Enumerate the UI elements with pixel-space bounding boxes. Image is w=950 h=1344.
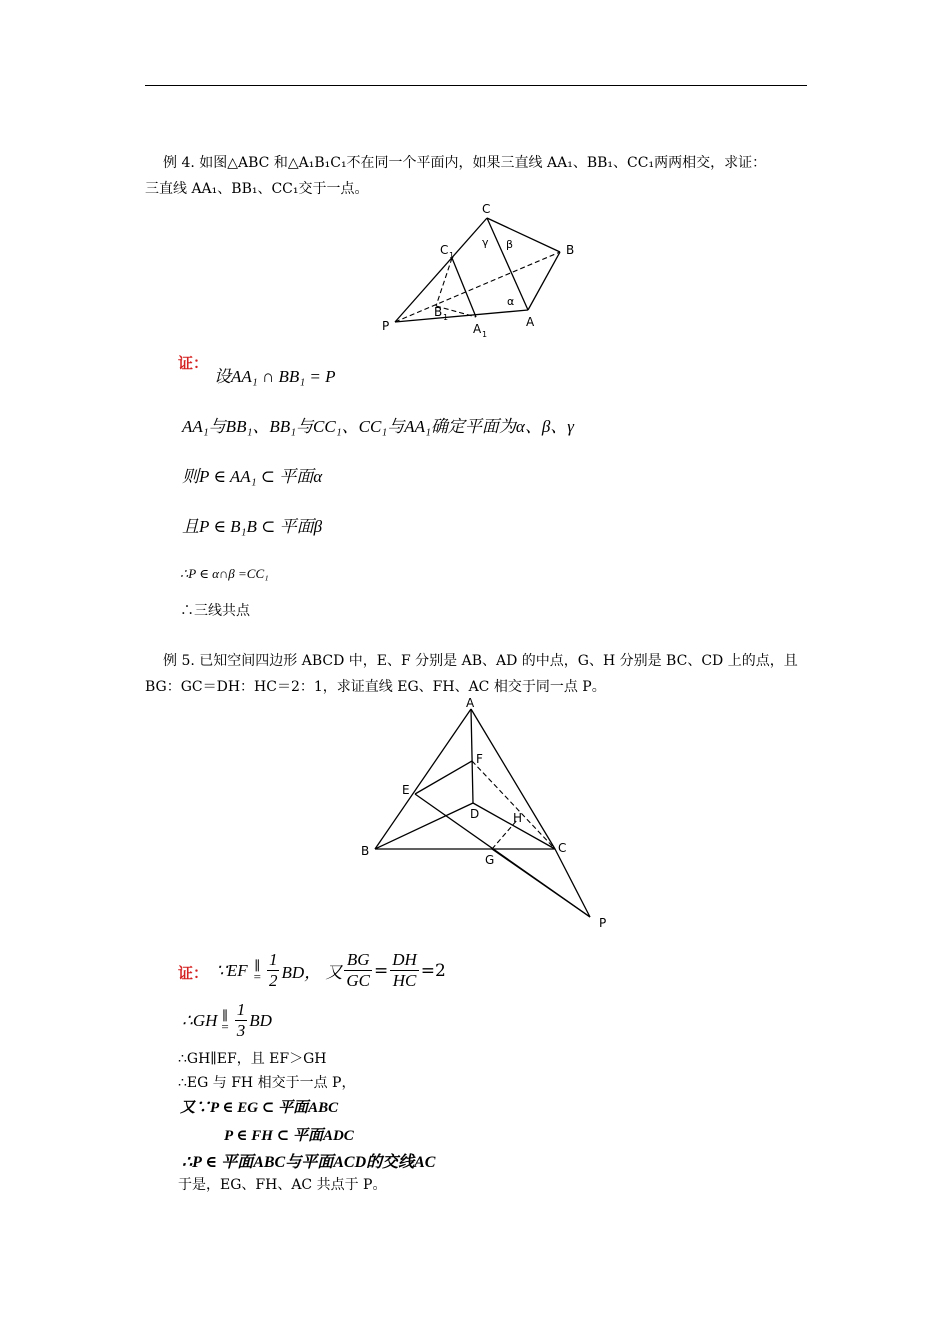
line-FH-dashed	[472, 761, 555, 849]
label-A1: A	[473, 322, 482, 336]
fraction-denominator: 3	[236, 1021, 246, 1040]
label-C: C	[482, 202, 491, 216]
line-AC	[471, 709, 555, 849]
ex4-statement-line1: 例 4. 如图△ABC 和△A₁B₁C₁不在同一个平面内，如果三直线 AA₁、BB₁、CC₁两两相交，求证：	[163, 155, 767, 171]
line-AB	[375, 709, 471, 849]
label-A1-sub: 1	[482, 330, 488, 339]
ex5-step1-fraction	[267, 950, 280, 991]
label-P: P	[382, 319, 390, 333]
label-A: A	[466, 696, 475, 710]
label-beta: β	[506, 238, 514, 251]
ex4-step-1: 设AA₁ ∩ BB₁ = P	[214, 367, 336, 386]
label-B1: B	[434, 305, 443, 319]
ex5-step2-tail: BD	[249, 1010, 272, 1030]
ex5-step-6: P ∈ FH ⊂ 平面ADC	[224, 1128, 354, 1144]
line-AD	[471, 709, 473, 803]
fraction-denominator: HC	[392, 971, 417, 990]
header-rule	[145, 85, 807, 86]
ex5-step-1	[216, 950, 446, 991]
ex4-proof-label: 证：	[178, 354, 209, 372]
label-P: P	[599, 916, 607, 930]
ex5-step-4: ∴EG 与 FH 相交于一点 P，	[178, 1075, 356, 1091]
line-BA	[528, 252, 560, 310]
ex5-statement-line2: BG：GC＝DH：HC＝2：1，求证直线 EG、FH、AC 相交于同一点 P。	[145, 679, 606, 695]
label-A: A	[526, 315, 535, 329]
ex5-step-2	[182, 1000, 272, 1041]
ex5-step-7: ∴P ∈ 平面ABC与平面ACD的交线AC	[182, 1154, 436, 1171]
label-F: F	[476, 752, 483, 766]
ex4-step-5: ∴P ∈ α∩β =CC₁	[180, 566, 269, 581]
fraction-numerator: BG	[344, 950, 372, 971]
line-CP	[555, 849, 590, 917]
label-B: B	[566, 243, 575, 257]
label-E: E	[402, 783, 410, 797]
label-H: H	[513, 811, 523, 825]
fraction-denominator: GC	[346, 971, 370, 990]
line-GP	[492, 849, 590, 917]
ex5-step1-prefix: ∵EF	[216, 960, 248, 980]
fraction-numerator: 1	[268, 950, 278, 969]
fraction-numerator: 1	[236, 1000, 246, 1019]
parallel-equal-symbol: ∥ =	[221, 1007, 229, 1034]
ex5-step-3: ∴GH∥EF，且 EF＞GH	[178, 1051, 327, 1067]
ex5-step1-tail: =2	[420, 960, 446, 981]
line-C1A1	[452, 258, 476, 317]
fraction-numerator: DH	[392, 950, 417, 969]
ex5-step1-fraction-dh-hc	[390, 950, 419, 991]
line-BD	[375, 803, 473, 849]
fraction-denominator: 2	[268, 971, 278, 990]
ex4-figure	[370, 200, 590, 350]
line-AP	[395, 310, 528, 322]
ex5-step2-prefix: ∴GH	[182, 1010, 218, 1030]
ex5-step-8: 于是，EG、FH、AC 共点于 P。	[178, 1177, 387, 1193]
ex5-step-5: 又∵P ∈ EG ⊂ 平面ABC	[180, 1100, 339, 1116]
ex5-step2-fraction	[235, 1000, 248, 1041]
parallel-equal-symbol: ∥ =	[253, 957, 261, 984]
ex4-step-3: 则P ∈ AA₁ ⊂ 平面α	[182, 467, 323, 486]
ex4-step-6: ∴三线共点	[180, 603, 250, 619]
label-B: B	[361, 844, 370, 858]
ex5-proof-label: 证：	[178, 964, 209, 982]
label-C1-sub: 1	[449, 251, 455, 260]
ex4-step-2: AA₁与BB₁、BB₁与CC₁、CC₁与AA₁确定平面为α、β、γ	[182, 417, 574, 436]
label-D: D	[470, 807, 480, 821]
label-B1-sub: 1	[443, 313, 449, 322]
label-C1: C	[440, 243, 449, 257]
equals-sign: =	[373, 960, 389, 981]
line-DC	[473, 803, 555, 849]
ex4-step-4: 且P ∈ B₁B ⊂ 平面β	[182, 517, 323, 536]
label-G: G	[485, 853, 495, 867]
line-PB-dashed	[395, 252, 560, 322]
ex5-figure	[355, 695, 620, 935]
ex5-step1-mid: BD， 又	[281, 963, 343, 982]
ex5-step1-fraction-bg-gc	[344, 950, 372, 991]
label-C: C	[558, 841, 567, 855]
label-alpha: α	[507, 295, 515, 308]
line-CB	[487, 218, 560, 252]
ex4-statement-line2: 三直线 AA₁、BB₁、CC₁交于一点。	[145, 181, 369, 197]
ex5-statement-line1: 例 5. 已知空间四边形 ABCD 中，E、F 分别是 AB、AD 的中点，G、H 分别是 BC、CD 上的点，且	[163, 653, 798, 669]
label-gamma: γ	[482, 236, 489, 249]
